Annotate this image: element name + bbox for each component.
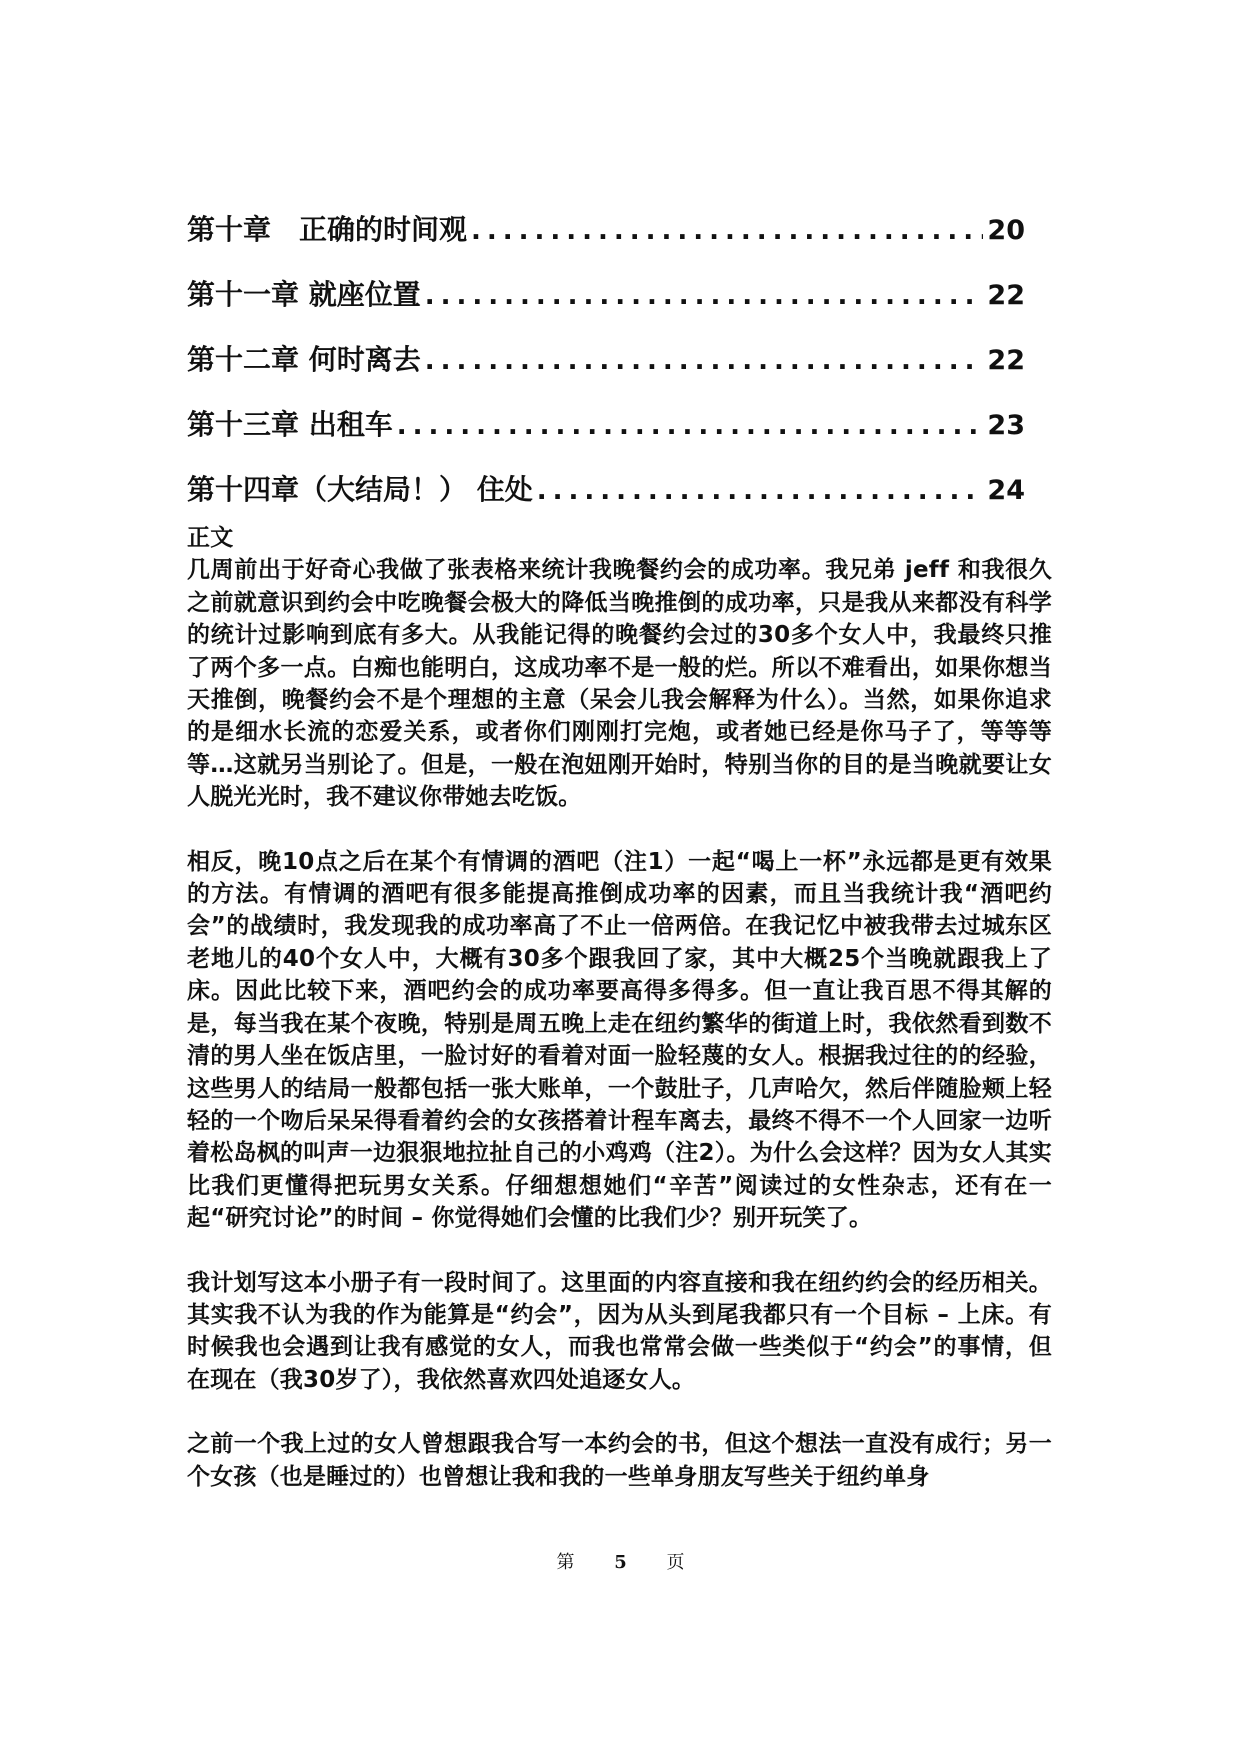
page-footer bbox=[0, 1548, 1241, 1574]
toc-dot-leader bbox=[471, 209, 983, 253]
toc-dot-leader bbox=[425, 339, 984, 383]
toc-dot-leader bbox=[537, 469, 984, 513]
footer-suffix: 页 bbox=[666, 1552, 685, 1573]
toc-entry-page: 20 bbox=[987, 215, 1025, 246]
toc-entry[interactable] bbox=[187, 273, 1025, 338]
toc-entry-page: 22 bbox=[987, 280, 1025, 311]
paragraph: 我计划写这本小册子有一段时间了。这里面的内容直接和我在纽约约会的经历相关。其实我不认为我的作为能算是“约会”，因为从头到尾我都只有一个目标 – 上床。有时候我也会遇到让我有感觉的女人，而我也常常会做一些类似于“约会”的事情，但在现在（我30岁了），我依然喜欢四处追逐女人。 bbox=[187, 1269, 1052, 1393]
toc-entry[interactable] bbox=[187, 338, 1025, 403]
footer-prefix: 第 bbox=[556, 1552, 575, 1573]
toc-entry-page: 24 bbox=[987, 475, 1025, 506]
toc-entry-title: 第十三章 出租车 bbox=[187, 408, 393, 441]
paragraph: 之前一个我上过的女人曾想跟我合写一本约会的书，但这个想法一直没有成行；另一个女孩（也是睡过的）也曾想让我和我的一些单身朋友写些关于纽约单身 bbox=[187, 1431, 1052, 1490]
toc-entry-title: 第十二章 何时离去 bbox=[187, 343, 421, 376]
paragraph: 相反，晚10点之后在某个有情调的酒吧（注1）一起“喝上一杯”永远都是更有效果的方法。有情调的酒吧有很多能提高推倒成功率的因素，而且当我统计我“酒吧约会”的战绩时，我发现我的成功率高了不止一倍两倍。在我记忆中被我带去过城东区老地儿的40个女人中，大概有30多个跟我回了家，其中大概25个当晚就跟我上了床。因此比较下来，酒吧约会的成功率要高得多得多。但一直让我百思不得其解的是，每当我在某个夜晚，特别是周五晚上走在纽约繁华的街道上时，我依然看到数不清的男人坐在饭店里，一脸讨好的看着对面一脸轻蔑的女人。根据我过往的的经验，这些男人的结局一般都包括一张大账单，一个鼓肚子，几声哈欠，然后伴随脸颊上轻轻的一个吻后呆呆得看着约会的女孩搭着计程车离去，最终不得不一个人回家一边听着松岛枫的叫声一边狠狠地拉扯自己的小鸡鸡（注2）。为什么会这样？因为女人其实比我们更懂得把玩男女关系。仔细想想她们“辛苦”阅读过的女性杂志，还有在一起“研究讨论”的时间 – 你觉得她们会懂的比我们少？别开玩笑了。 bbox=[187, 848, 1052, 1232]
toc-entry-title: 第十四章（大结局！） 住处 bbox=[187, 473, 533, 506]
toc-entry[interactable] bbox=[187, 208, 1025, 273]
paragraph: 几周前出于好奇心我做了张表格来统计我晚餐约会的成功率。我兄弟 jeff 和我很久之前就意识到约会中吃晚餐会极大的降低当晚推倒的成功率，只是我从来都没有科学的统计过影响到底有多大。从我能记得的晚餐约会过的30多个女人中，我最终只推了两个多一点。白痴也能明白，这成功率不是一般的烂。所以不难看出，如果你想当天推倒，晚餐约会不是个理想的主意（呆会儿我会解释为什么）。当然，如果你追求的是细水长流的恋爱关系，或者你们刚刚打完炮，或者她已经是你马子了，等等等等…这就另当别论了。但是，一般在泡妞刚开始时，特别当你的目的是当晚就要让女人脱光光时，我不建议你带她去吃饭。 bbox=[187, 557, 1052, 811]
section-heading: 正文 bbox=[187, 525, 234, 551]
toc-entry-page: 23 bbox=[987, 410, 1025, 441]
toc-entry-title: 第十一章 就座位置 bbox=[187, 278, 421, 311]
table-of-contents bbox=[187, 208, 1025, 533]
toc-entry[interactable] bbox=[187, 403, 1025, 468]
page-number: 5 bbox=[614, 1552, 627, 1573]
toc-entry-title: 第十章 正确的时间观 bbox=[187, 213, 468, 246]
toc-dot-leader bbox=[425, 274, 984, 318]
toc-dot-leader bbox=[397, 404, 984, 448]
toc-entry-page: 22 bbox=[987, 345, 1025, 376]
main-text bbox=[187, 522, 1052, 1525]
